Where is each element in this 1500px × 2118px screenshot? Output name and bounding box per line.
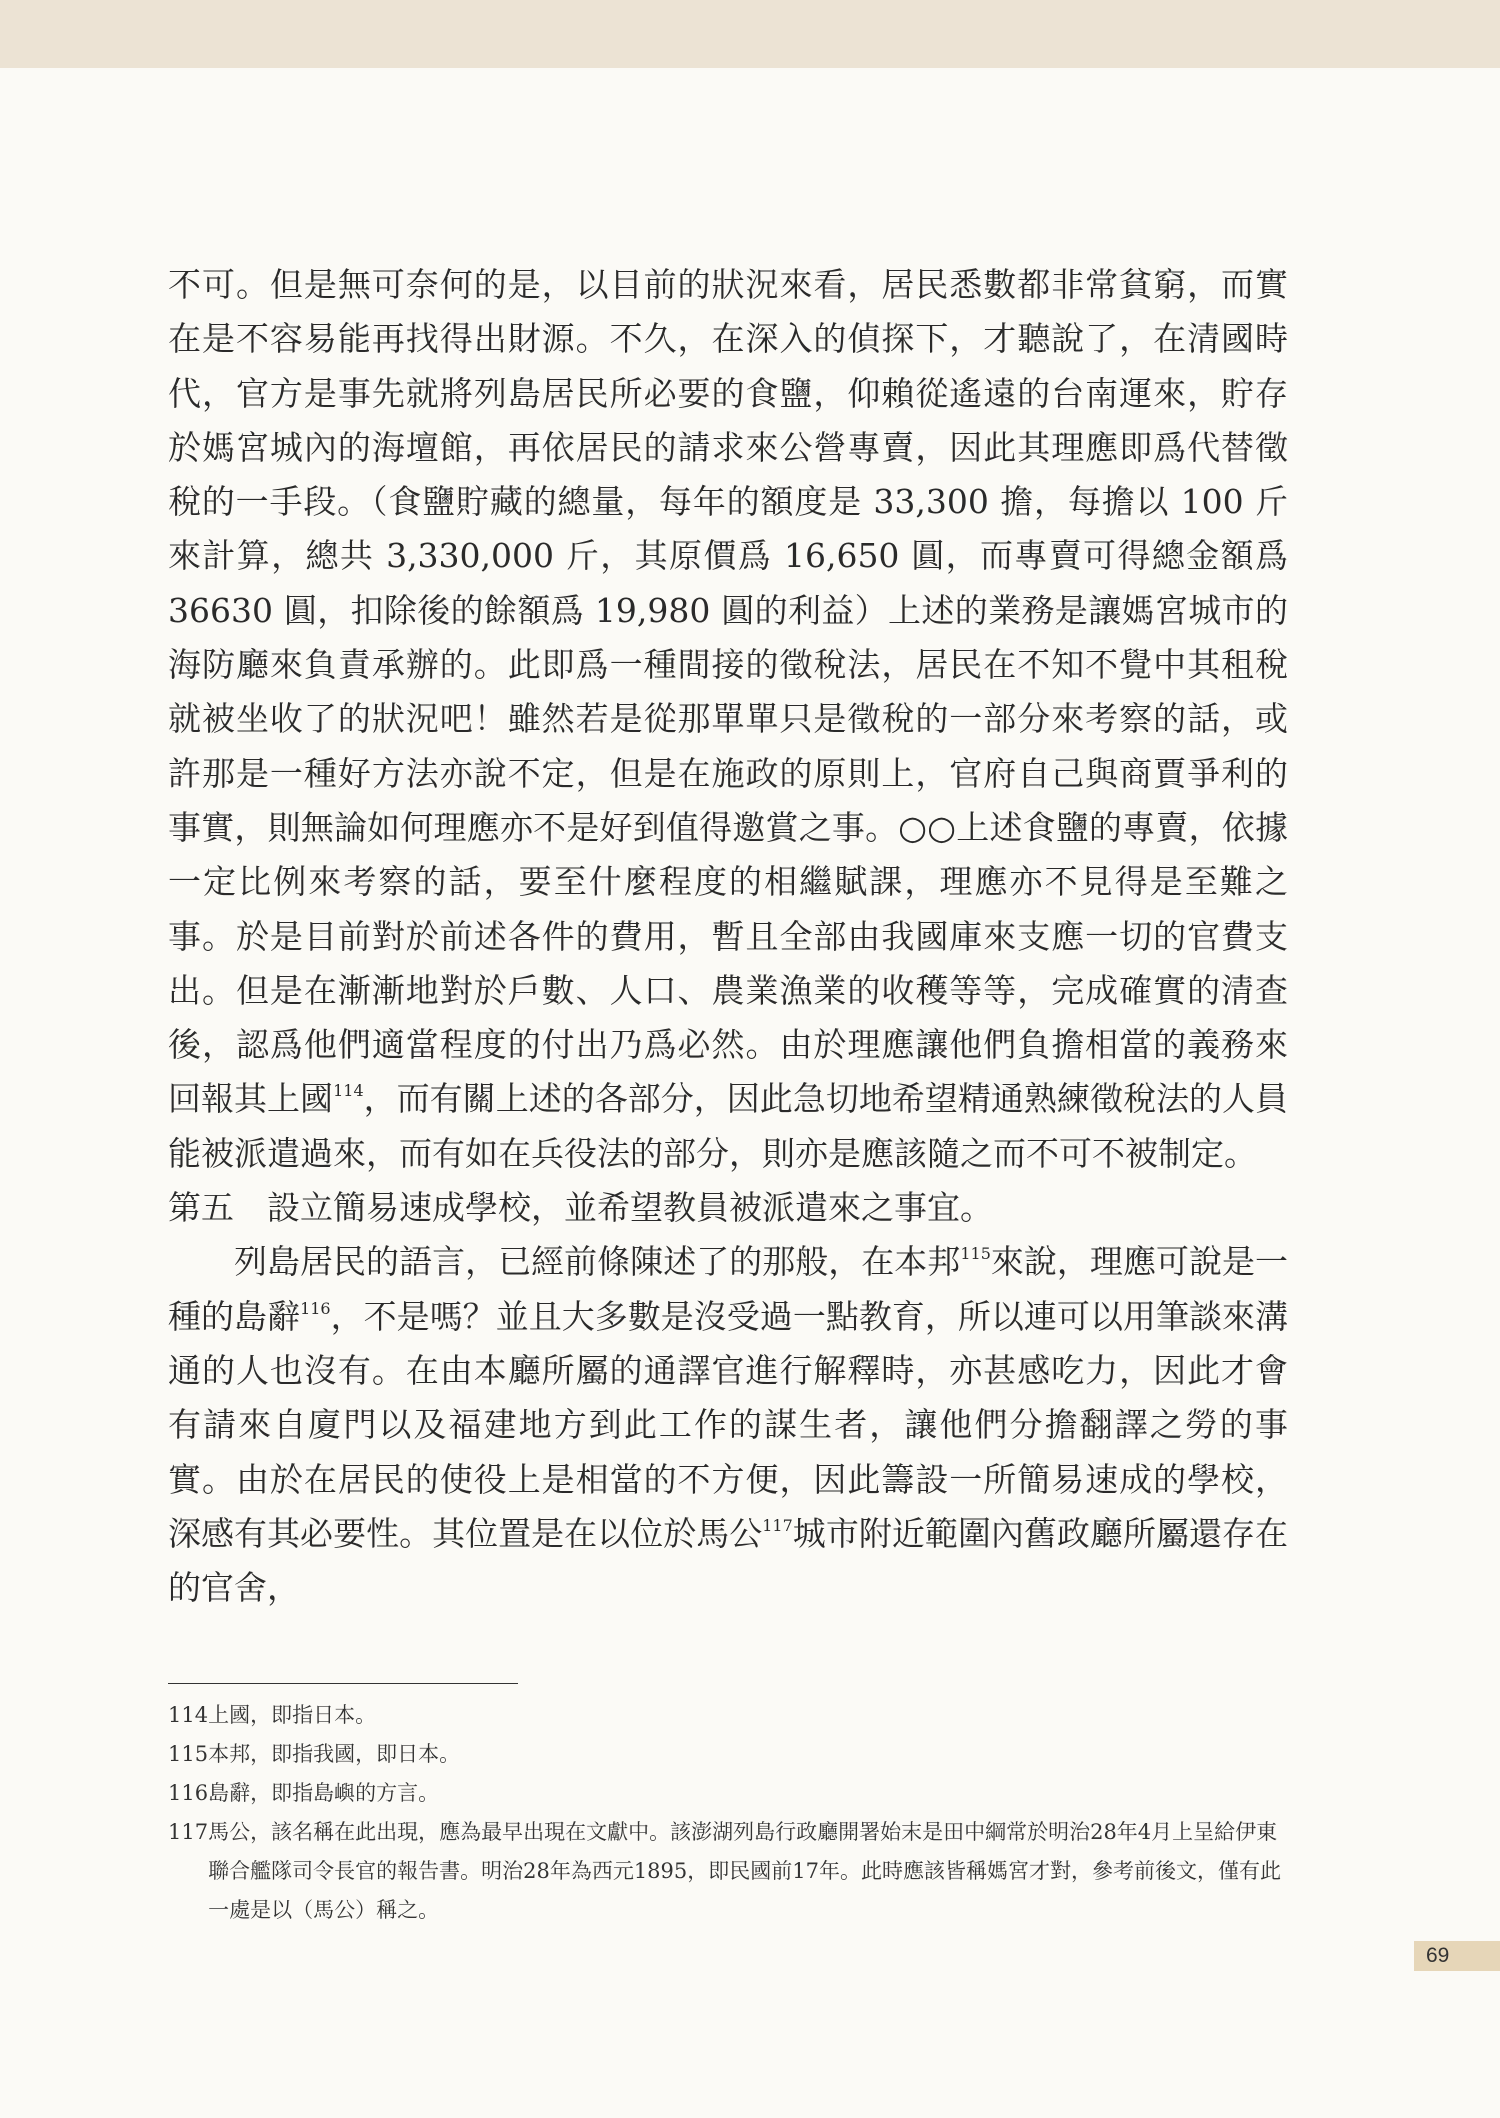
paragraph-text: ，而有關上述的各部分，因此急切地希望精通熟練徵稅法的人員能被派遣過來，而有如在兵役法的部分，則亦是應該隨之而不可不被制定。 [168, 1079, 1289, 1173]
section-heading: 第五 設立簡易速成學校，並希望教員被派遣來之事宜。 [168, 1188, 993, 1228]
paragraph-school [168, 1235, 1288, 1615]
body-text [168, 258, 1288, 1615]
paragraph-text: 列島居民的語言，已經前條陳述了的那般，在本邦 [234, 1242, 961, 1282]
footnote-text: 島辭，即指島嶼的方言。 [208, 1781, 440, 1805]
footnote-text: 馬公，該名稱在此出現，應為最早出現在文獻中。該澎湖列島行政廳開署始末是田中綱常於明治28年4月上呈給伊東聯合艦隊司令長官的報告書。明治28年為西元1895，即民國前17年。此時應該皆稱媽宮才對，參考前後文，僅有此一處是以（馬公）稱之。 [208, 1820, 1281, 1922]
footnotes [168, 1696, 1288, 1930]
footnote-divider [168, 1683, 518, 1684]
footnote-number: 116 [168, 1781, 209, 1805]
footnote [168, 1696, 1288, 1735]
footnote-number: 117 [168, 1820, 209, 1844]
paragraph-taxation [168, 258, 1288, 1181]
footnote-ref[interactable]: 117 [762, 1515, 793, 1535]
paragraph-text: ，不是嗎？並且大多數是沒受過一點教育，所以連可以用筆談來溝通的人也沒有。在由本廳所屬的通譯官進行解釋時，亦甚感吃力，因此才會有請來自廈門以及福建地方到此工作的謀生者，讓他們分擔翻譯之勞的事實。由於在居民的使役上是相當的不方便，因此籌設一所簡易速成的學校，深感有其必要性。其位置是在以位於馬公 [168, 1296, 1289, 1553]
footnote [168, 1735, 1288, 1774]
footnote-text: 本邦，即指我國，即日本。 [208, 1742, 461, 1766]
footnote-ref[interactable]: 115 [960, 1244, 991, 1264]
paragraph-text: 來說，理應可說是一種的島辭 [168, 1242, 1289, 1336]
page-number: 69 [1414, 1941, 1500, 1971]
footnote-ref[interactable]: 114 [333, 1081, 364, 1101]
paragraph-text: 城市附近範圍內舊政廳所屬還存在的官舍， [168, 1513, 1289, 1608]
header-band [0, 0, 1500, 68]
footnote-number: 114 [168, 1703, 209, 1727]
footnote-text: 上國，即指日本。 [208, 1703, 377, 1727]
paragraph-text: 不可。但是無可奈何的是，以目前的狀況來看，居民悉數都非常貧窮，而實在是不容易能再找得出財源。不久，在深入的偵探下，才聽說了，在清國時代，官方是事先就將列島居民所必要的食鹽，仰賴從遙遠的台南運來，貯存於媽宮城內的海壇館，再依居民的請求來公營專賣，因此其理應即爲代替徵稅的一手段。（食鹽貯藏的總量，每年的額度是 33,300 擔，每擔以 100 斤來計算，總共 3,330,000 斤，其原價爲 16,650 圓，而專賣可得總金額爲 36630 圓，扣除後的餘額爲 19,980 圓的利益）上述的業務是讓媽宮城市的海防廳來負責承辦的。此即爲一種間接的徵稅法，居民在不知不覺中其租稅就被坐收了的狀況吧！雖然若是從那單單只是徵稅的一部分來考察的話，或許那是一種好方法亦說不定，但是在施政的原則上，官府自己與商賈爭利的事實，則無論如何理應亦不是好到值得邀賞之事。○○上述食鹽的專賣，依據一定比例來考察的話，要至什麼程度的相繼賦課，理應亦不見得是至難之事。於是目前對於前述各件的費用，暫且全部由我國庫來支應一切的官費支出。但是在漸漸地對於戶數、人口、農業漁業的收穫等等，完成確實的清查後，認爲他們適當程度的付出乃爲必然。由於理應讓他們負擔相當的義務來回報其上國 [168, 265, 1288, 1119]
footnote-number: 115 [168, 1742, 209, 1766]
footnote-ref[interactable]: 116 [300, 1298, 331, 1318]
footnote [168, 1774, 1288, 1813]
footnote [168, 1813, 1288, 1930]
